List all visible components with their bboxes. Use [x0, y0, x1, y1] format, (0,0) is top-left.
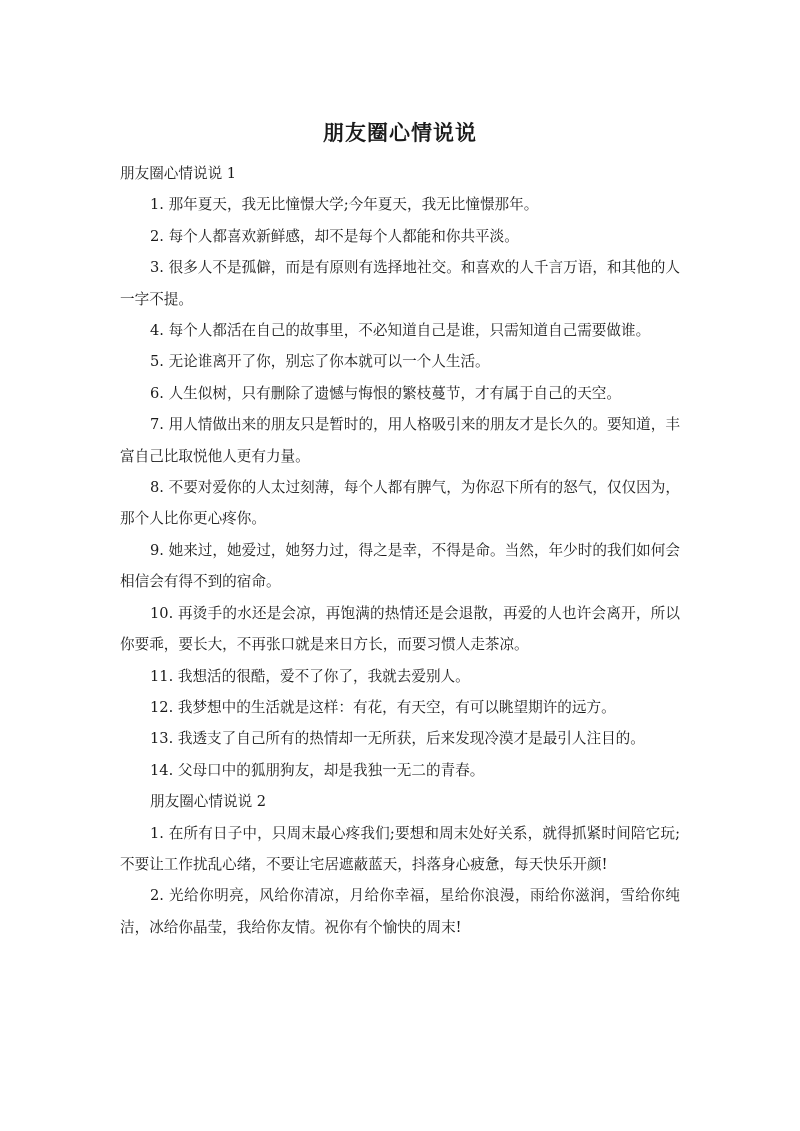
document-title: 朋友圈心情说说 [323, 121, 477, 145]
paragraph: 2. 每个人都喜欢新鲜感，却不是每个人都能和你共平淡。 [150, 227, 519, 245]
paragraph: 2. 光给你明亮，风给你清凉，月给你幸福，星给你浪漫，雨给你滋润，雪给你纯洁，冰给你晶莹，我给你友情。祝你有个愉快的周末! [120, 887, 680, 936]
paragraph: 10. 再烫手的水还是会凉，再饱满的热情还是会退散，再爱的人也许会离开，所以你要乖，要长大，不再张口就是来日方长，而要习惯人走茶凉。 [120, 604, 680, 654]
section-heading: 朋友圈心情说说 2 [150, 793, 267, 811]
paragraph: 9. 她来过，她爱过，她努力过，得之是幸，不得是命。当然，年少时的我们如何会相信会有得不到的宿命。 [120, 541, 680, 591]
paragraph: 6. 人生似树，只有删除了遗憾与悔恨的繁枝蔓节，才有属于自己的天空。 [150, 384, 621, 402]
document-body [120, 158, 680, 943]
paragraph: 3. 很多人不是孤僻，而是有原则有选择地社交。和喜欢的人千言万语，和其他的人一字不提。 [120, 259, 680, 308]
section-heading: 朋友圈心情说说 1 [120, 165, 237, 182]
paragraph: 7. 用人情做出来的朋友只是暂时的，用人格吸引来的朋友才是长久的。要知道，丰富自己比取悦他人更有力量。 [120, 416, 680, 465]
paragraph: 1. 那年夏天，我无比憧憬大学;今年夏天，我无比憧憬那年。 [150, 196, 539, 214]
paragraph: 8. 不要对爱你的人太过刻薄，每个人都有脾气，为你忍下所有的怒气，仅仅因为，那个人比你更心疼你。 [120, 479, 680, 528]
paragraph: 4. 每个人都活在自己的故事里，不必知道自己是谁，只需知道自己需要做谁。 [150, 322, 651, 340]
paragraph: 12. 我梦想中的生活就是这样：有花，有天空，有可以眺望期许的远方。 [150, 698, 616, 716]
paragraph: 13. 我透支了自己所有的热情却一无所获，后来发现冷漠才是最引人注目的。 [150, 730, 645, 748]
paragraph: 14. 父母口中的狐朋狗友，却是我独一无二的青春。 [150, 761, 485, 779]
paragraph: 1. 在所有日子中，只周末最心疼我们;要想和周末处好关系，就得抓紧时间陪它玩;不要让工作扰乱心绪，不要让宅居遮蔽蓝天，抖落身心疲惫，每天快乐开颜! [120, 824, 680, 873]
paragraph: 11. 我想活的很酷，爱不了你了，我就去爱别人。 [150, 667, 470, 685]
paragraph: 5. 无论谁离开了你，别忘了你本就可以一个人生活。 [150, 353, 490, 371]
